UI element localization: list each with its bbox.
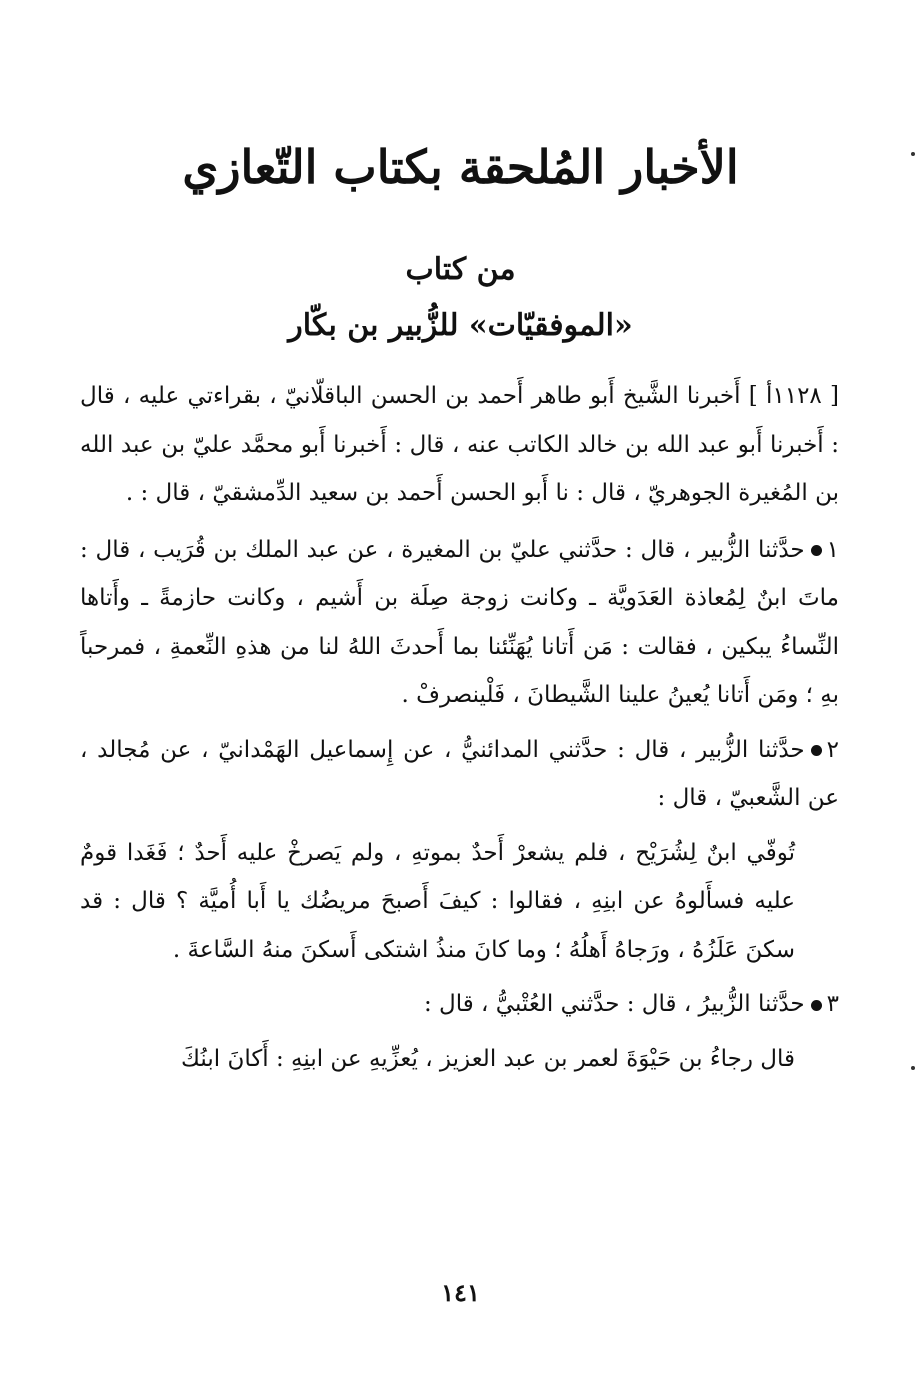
quoted-text: قال رجاءُ بن حَيْوَةَ لعمر بن عبد العزيز ، يُعزِّيهِ عن ابنِهِ : أَكانَ ابنُكَ <box>181 1045 795 1072</box>
item-text: حدَّثنا الزُّبير ، قال : حدَّثني المدائنيُّ ، عن إِسماعيل الهَمْدانيّ ، عن مُجالد ، عن الشَّعبيّ ، قال : <box>80 736 839 811</box>
subtitle-line-1: من كتاب <box>405 252 516 287</box>
item-number: ١ <box>826 536 839 563</box>
list-item <box>80 526 839 720</box>
page-number: ١٤١ <box>441 1278 480 1307</box>
list-item <box>80 726 839 823</box>
margin-mark <box>911 1066 915 1070</box>
item-text: حدَّثنا الزُّبير ، قال : حدَّثني عليّ بن المغيرة ، عن عبد الملك بن قُرَيب ، قال : ماتَ ابنٌ لِمُعاذة العَدَويَّة ـ وكانت زوجة صِلَة بن أَشيم ، وكانت حازمةً ـ وأَتاها النِّساءُ يبكين ، فقالت : مَن أَتانا يُهَنِّئنا بما أَحدثَ اللهُ لنا من هذهِ النِّعمةِ ، فمرحباً بهِ ؛ ومَن أَتانا يُعينُ علينا الشَّيطانَ ، فَلْينصرفْ . <box>80 536 839 708</box>
intro-paragraph <box>80 372 839 518</box>
bullet-icon <box>811 1000 822 1011</box>
item-number: ٣ <box>826 991 839 1017</box>
reference-number: [ ١١٢٨أ ] <box>748 383 839 409</box>
bullet-icon <box>811 545 822 556</box>
margin-mark <box>911 152 915 156</box>
quoted-text: تُوفّي ابنٌ لِشُرَيْح ، فلم يشعرْ أَحدٌ بموتهِ ، ولم يَصرخْ عليه أَحدٌ ؛ فَغَدا قومٌ عليه فسأَلوهُ عن ابنِهِ ، فقالوا : كيفَ أَصبحَ مريضُك يا أَبا أُميَّة ؟ قال : قد سكنَ عَلَزُهُ ، ورَجاهُ أَهلُهُ ؛ وما كانَ منذُ اشتكى أَسكنَ منهُ السَّاعةَ . <box>80 839 795 963</box>
list-item <box>80 980 839 1029</box>
page-body <box>80 372 839 1089</box>
bullet-icon <box>811 745 822 756</box>
item-number: ٢ <box>826 736 839 763</box>
item-text: حدَّثنا الزُّبيرُ ، قال : حدَّثني العُتْبيُّ ، قال : <box>423 991 805 1017</box>
page-title: الأخبار المُلحقة بكتاب التّعازي <box>182 140 739 194</box>
intro-text: أَخبرنا الشَّيخ أَبو طاهر أَحمد بن الحسن الباقلّانيّ ، بقراءتي عليه ، قال : أَخبرنا أَبو عبد الله بن خالد الكاتب عنه ، قال : أَخبرنا أَبو محمَّد عليّ بن عبد الله بن المُغيرة الجوهريّ ، قال : نا أَبو الحسن أَحمد بن سعيد الدِّمشقيّ ، قال : . <box>80 383 839 506</box>
subtitle-line-2: «الموفقيّات» للزُّبير بن بكّار <box>288 308 633 343</box>
